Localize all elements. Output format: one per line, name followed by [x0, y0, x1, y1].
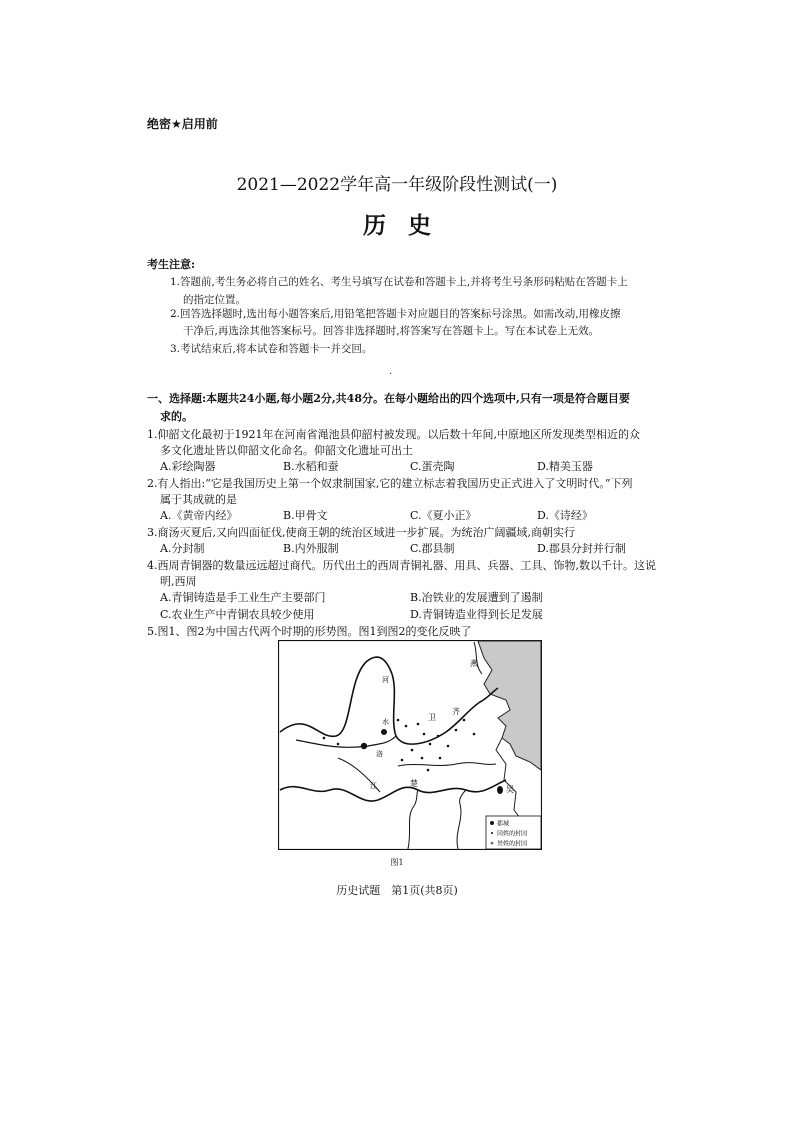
question-2-option-c[interactable]: C.《夏小正》 [410, 509, 477, 522]
map-caption: 图1 [390, 858, 404, 867]
question-2-stem: 2.有人指出:“它是我国历史上第一个奴隶制国家,它的建立标志着我国历史正式进入了文明时代。”下列 [147, 477, 633, 490]
question-3-option-c[interactable]: C.郡县制 [410, 542, 455, 555]
question-1-stem: 1.仰韶文化最初于1921年在河南省渑池县仰韶村被发现。以后数十年间,中原地区所发现类型相近的众 [147, 428, 640, 441]
historical-map-figure [278, 640, 542, 850]
question-4-stem: 4.西周青铜器的数量远远超过商代。历代出土的西周青铜礼器、用具、兵器、工具、饰物,数以千计。这说 [147, 559, 656, 572]
question-3-option-a[interactable]: A.分封制 [160, 542, 205, 555]
question-1-option-a[interactable]: A.彩绘陶器 [160, 460, 216, 473]
question-3-option-b[interactable]: B.内外服制 [283, 542, 339, 555]
notice-item-2-cont: 干净后,再选涂其他答案标号。回答非选择题时,将答案写在答题卡上。写在本试卷上无效。 [183, 325, 600, 337]
page-footer: 历史试题 第1页(共8页) [336, 884, 458, 897]
question-3-option-d[interactable]: D.郡县分封并行制 [537, 542, 626, 555]
question-1-option-c[interactable]: C.蛋壳陶 [410, 460, 455, 473]
stray-mark: · [389, 369, 393, 380]
map-label-jiang: 江 [370, 782, 377, 790]
question-1-option-d[interactable]: D.精美玉器 [537, 460, 593, 473]
question-4-option-b[interactable]: B.冶铁业的发展遭到了遏制 [410, 591, 543, 604]
question-5-stem: 5.图1、图2为中国古代两个时期的形势图。图1到图2的变化反映了 [147, 625, 472, 638]
capital-marker [361, 743, 367, 749]
legend-capital-label: 都城 [497, 820, 510, 828]
notice-heading: 考生注意: [147, 258, 196, 271]
map-label-luo: 洛 [376, 750, 383, 758]
map-label-shui: 水 [382, 718, 389, 726]
question-4-option-d[interactable]: D.青铜铸造业得到长足发展 [410, 608, 543, 621]
question-4-stem-cont: 明,西周 [160, 575, 197, 588]
map-label-chu: 楚 [410, 779, 418, 788]
map-label-he: 河 [382, 676, 389, 684]
exam-title: 2021—2022学年高一年级阶段性测试(一) [236, 175, 558, 195]
question-2-option-d[interactable]: D.《诗经》 [537, 509, 593, 522]
map-label-wei: 卫 [428, 713, 436, 722]
question-2-option-b[interactable]: B.甲骨文 [283, 509, 328, 522]
map-label-yan: 燕 [470, 659, 478, 668]
capital-marker-2 [381, 729, 387, 735]
question-4-option-c[interactable]: C.农业生产中青铜农具较少使用 [160, 608, 315, 621]
map-svg [278, 640, 542, 850]
island-marker [497, 786, 503, 794]
confidential-mark: 绝密★启用前 [147, 117, 218, 131]
notice-item-1-cont: 的指定位置。 [183, 294, 246, 306]
map-label-qi: 齐 [452, 707, 460, 716]
legend-same-surname-label: 同姓的封国 [497, 830, 528, 838]
question-1-stem-cont: 多文化遗址皆以仰韶文化命名。仰韶文化遗址可出土 [160, 444, 413, 457]
section-heading: 一、选择题:本题共24小题,每小题2分,共48分。在每小题给出的四个选项中,只有一项是符合题目要 [147, 392, 630, 405]
question-2-stem-cont: 属于其成就的是 [160, 493, 237, 506]
subject-title: 历史 [363, 212, 453, 239]
question-3-stem: 3.商汤灭夏后,又向四面征伐,使商王朝的统治区域进一步扩展。为统治广阔疆域,商朝实行 [147, 526, 575, 539]
legend-same-surname-symbol [491, 832, 493, 834]
map-label-wu: 吴 [506, 785, 514, 794]
notice-item-1: 1.答题前,考生务必将自己的姓名、考生号填写在试卷和答题卡上,并将考生号条形码粘贴在答题卡上 [170, 276, 628, 288]
notice-item-3: 3.考试结束后,将本试卷和答题卡一并交回。 [170, 343, 373, 355]
legend-diff-surname-label: 异姓的封国 [497, 840, 528, 848]
question-4-option-a[interactable]: A.青铜铸造是手工业生产主要部门 [160, 591, 326, 604]
question-2-option-a[interactable]: A.《黄帝内经》 [160, 509, 238, 522]
question-1-option-b[interactable]: B.水稻和蚕 [283, 460, 339, 473]
notice-item-2: 2.回答选择题时,选出每小题答案后,用铅笔把答题卡对应题目的答案标号涂黑。如需改动,用橡皮擦 [170, 308, 621, 320]
legend-capital-symbol [490, 821, 494, 825]
section-heading-cont: 求的。 [160, 410, 193, 423]
